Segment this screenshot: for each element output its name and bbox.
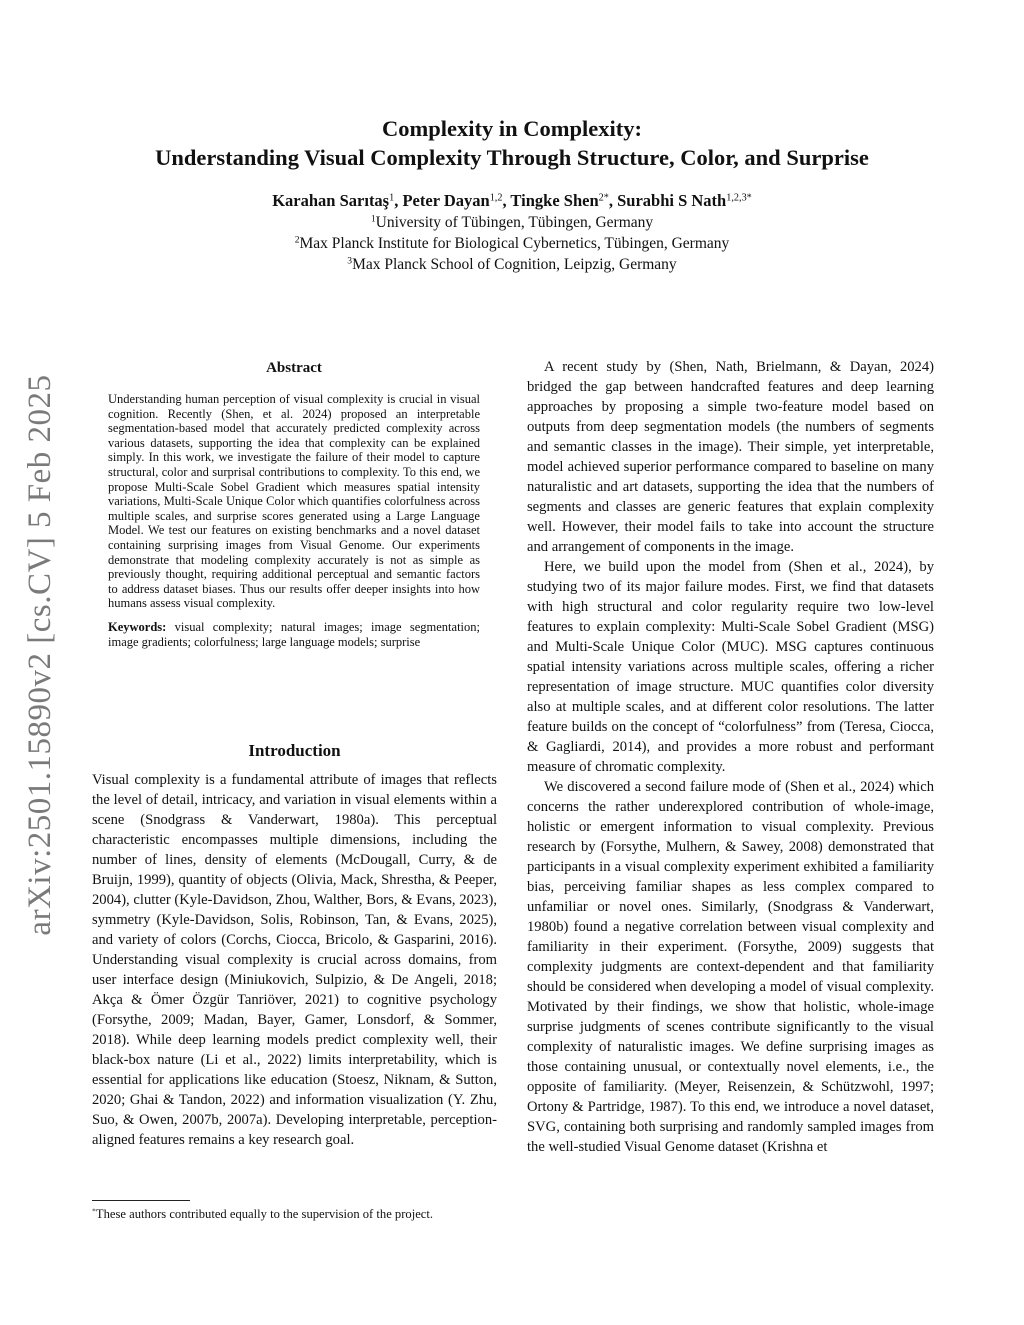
author-separator: , xyxy=(394,191,403,210)
introduction-body: Visual complexity is a fundamental attribute of images that reflects the level of detail, intricacy, and variation in visual elements within a scene (Snodgrass & Vanderwart, 1980a). This perceptual characteristic encompasses multiple dimensions, including the number of lines, density of elements (McDougall, Curry, & de Bruijn, 1999), quantity of objects (Olivia, Mack, Shrestha, & Peeper, 2004), clutter (Kyle-Davidson, Zhou, Walther, Bors, & Evans, 2023), symmetry (Kyle-Davidson, Solis, Robinson, Tan, & Evans, 2025), and variety of colors (Corchs, Ciocca, Bricolo, & Gasparini, 2016). Understanding visual complexity is crucial across domains, from user interface design (Miniukovich, Sulpizio, & De Angeli, 2018; Akça & Ömer Özgür Tanriöver, 2021) to cognitive psychology (Forsythe, 2009; Madan, Bayer, Gamer, Lonsdorf, & Sommer, 2018). While deep learning models predict complexity well, their black-box nature (Li et al., 2022) limits interpretability, which is essential for applications like education (Stoesz, Niknam, & Sutton, 2020; Ghai & Tandon, 2022) and information visualization (Y. Zhu, Suo, & Owen, 2007b, 2007a). Developing interpretable, perception-aligned features remains a key research goal. xyxy=(92,772,497,1148)
right-column xyxy=(527,357,934,1157)
introduction-heading: Introduction xyxy=(248,741,341,760)
author-affil-mark: 1,2,3* xyxy=(726,192,752,204)
keywords-label: Keywords: xyxy=(108,619,167,634)
abstract-body: Understanding human perception of visual complexity is crucial in visual cognition. Recently (Shen, et al. 2024) proposed an interpretable segmentation-based model that accurately predicted complexity across various datasets, supporting the idea that complexity can be explained simply. In this work, we investigate the failure of their model to capture structural, color and surprisal contributions to complexity. To this end, we propose Multi-Scale Sobel Gradient which measures spatial intensity variations, Multi-Scale Unique Color which quantifies colorfulness across multiple scales, and surprise scores generated using a Large Language Model. We test our features on existing benchmarks and a novel dataset containing surprising images from Visual Genome. Our experiments demonstrate that modeling complexity accurately is not as simple as previously thought, requiring additional perceptual and semantic factors to address dataset biases. Thus our results offer deeper insights into how humans assess visual complexity. xyxy=(108,392,480,611)
author-separator: , xyxy=(502,191,511,210)
author-separator: , xyxy=(608,191,618,210)
affiliation xyxy=(60,254,964,275)
footnote-divider xyxy=(92,1200,190,1201)
arxiv-identifier: arXiv:2501.15890v2 [cs.CV] 5 Feb 2025 xyxy=(22,374,58,936)
affiliation-mark: 1 xyxy=(370,213,376,225)
author-name: Karahan Sarıtaş xyxy=(272,191,390,210)
title-block xyxy=(60,114,964,275)
author-affil-mark: 1 xyxy=(389,192,395,204)
affiliation xyxy=(60,233,964,254)
author-name: Surabhi S Nath xyxy=(617,191,727,210)
abstract-section xyxy=(108,360,480,649)
paper-title-line-1: Complexity in Complexity: xyxy=(382,116,642,141)
affiliation-mark: 2 xyxy=(294,234,300,246)
body-paragraph: We discovered a second failure mode of (Shen et al., 2024) which concerns the rather underexplored contribution of whole-image, holistic or emergent information to visual complexity. Previous research by (Forsythe, Mulhern, & Sawey, 2008) demonstrated that participants in a visual complexity experiment exhibited a familiarity bias, perceiving familiar shapes as less complex compared to unfamiliar or novel ones. Similarly, (Snodgrass & Vanderwart, 1980b) found a negative correlation between visual complexity and familiarity in their experiment. (Forsythe, 2009) suggests that complexity judgments are context-dependent and that familiarity should be considered when developing a model of visual complexity. Motivated by their findings, we show that holistic, whole-image surprise judgments of scenes contribute significantly to the visual complexity of naturalistic images. We define surprising images as those containing unusual, or contextually novel elements, i.e., the opposite of familiarity. (Meyer, Reisenzein, & Schützwohl, 1997; Ortony & Partridge, 1987). To this end, we introduce a novel dataset, SVG, containing both surprising and randomly sampled images from the well-studied Visual Genome dataset (Krishna et xyxy=(527,779,934,1155)
affiliation xyxy=(60,212,964,233)
author-list xyxy=(60,190,964,212)
paper-title-line-2: Understanding Visual Complexity Through Structure, Color, and Surprise xyxy=(155,145,869,170)
footnote-mark: * xyxy=(92,1206,96,1216)
keywords xyxy=(108,620,480,649)
affiliation-mark: 3 xyxy=(347,255,353,267)
affiliation-text: Max Planck School of Cognition, Leipzig, Germany xyxy=(352,256,677,273)
abstract-heading: Abstract xyxy=(266,360,322,376)
author-name: Tingke Shen xyxy=(510,191,599,210)
body-paragraph: Here, we build upon the model from (Shen et al., 2024), by studying two of its major failure modes. First, we find that datasets with high structural and color regularity require two low-level features to explain complexity: Multi-Scale Sobel Gradient (MSG) and Multi-Scale Unique Color (MUC). MSG captures continuous spatial intensity variations across multiple scales, offering a richer representation of image structure. MUC quantifies color diversity also at multiple scales, and at different color resolutions. The latter feature builds on the concept of “colorfulness” from (Teresa, Ciocca, & Gagliardi, 2014), and provides a more robust and performant measure of chromatic complexity. xyxy=(527,559,934,775)
affiliation-text: University of Tübingen, Tübingen, Germany xyxy=(375,214,654,231)
body-paragraph: A recent study by (Shen, Nath, Brielmann, & Dayan, 2024) bridged the gap between handcrafted features and deep learning approaches by proposing a simple two-feature model based on outputs from deep segmentation models (the numbers of segments and semantic classes in the image). Their simple, yet interpretable, model achieved superior performance compared to baseline on many naturalistic and art datasets, supporting the idea that the numbers of segments and classes are generic features that explain complexity well. However, their model fails to take into account the structure and arrangement of components in the image. xyxy=(527,359,934,555)
author-affil-mark: 2* xyxy=(598,192,609,204)
keywords-text: visual complexity; natural images; image segmentation; image gradients; colorfulness; large language models; surprise xyxy=(108,619,480,649)
footnote-text: These authors contributed equally to the supervision of the project. xyxy=(95,1207,434,1221)
affiliation-text: Max Planck Institute for Biological Cybernetics, Tübingen, Germany xyxy=(299,235,730,252)
author-name: Peter Dayan xyxy=(402,191,490,210)
author-affil-mark: 1,2 xyxy=(489,192,503,204)
footnote xyxy=(92,1206,497,1222)
